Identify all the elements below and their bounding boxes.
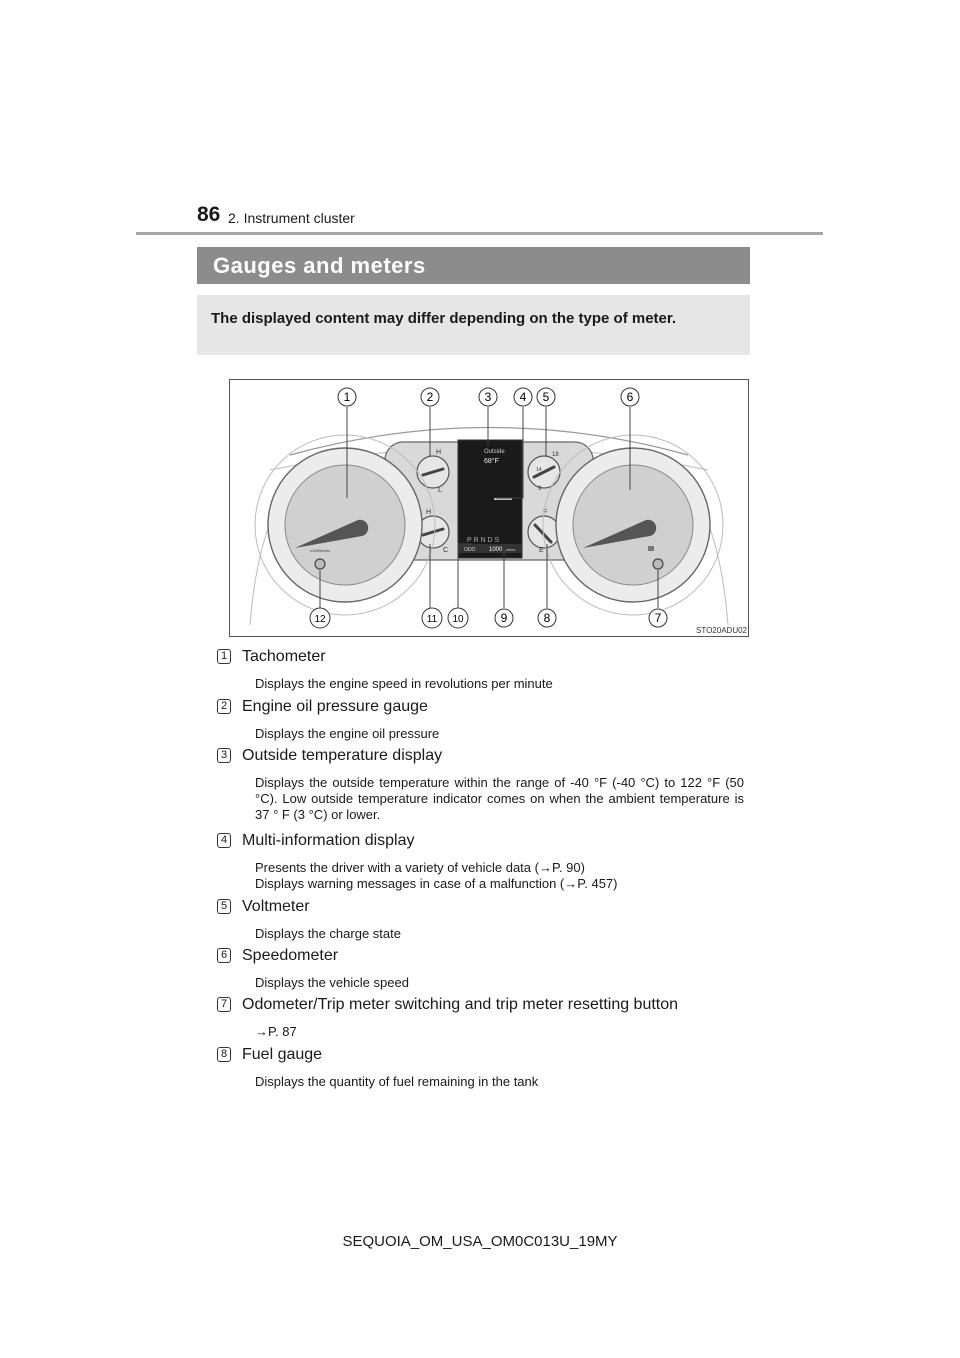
- item-description: Displays the charge state: [255, 926, 401, 941]
- item-title: Outside temperature display: [242, 747, 443, 764]
- callout-number: 6: [626, 390, 634, 404]
- coolant-cold-letter: C: [443, 547, 449, 554]
- item-title: Multi-information display: [242, 832, 415, 849]
- speedometer-knob: [653, 559, 663, 569]
- speedometer-face: [573, 465, 693, 585]
- intro-text: The displayed content may differ depending on the type of meter.: [211, 310, 677, 327]
- fuel-full-letter: F: [543, 509, 548, 516]
- item-number-badge: 8: [217, 1047, 231, 1062]
- item-number-badge: 7: [217, 997, 231, 1012]
- callout-number: 5: [542, 390, 550, 404]
- item-description: Displays the engine speed in revolutions per minute: [255, 676, 553, 691]
- callout-number: 4: [519, 390, 527, 404]
- item-description: [255, 860, 744, 892]
- odometer-trip-button: [315, 559, 325, 569]
- callout-number: 9: [500, 611, 508, 625]
- oil-high-letter: H: [436, 449, 442, 456]
- item-title: Speedometer: [242, 947, 339, 964]
- item-number-badge: 5: [217, 899, 231, 914]
- callout-number: 11: [426, 614, 438, 625]
- fuel-empty-letter: E: [539, 547, 544, 554]
- speedometer-indicator: [648, 546, 654, 551]
- tachometer-face: [285, 465, 405, 585]
- callout-number: 10: [452, 614, 464, 625]
- instrument-cluster-figure: [229, 379, 749, 637]
- item-title: Engine oil pressure gauge: [242, 698, 428, 715]
- instrument-cluster-illustration: [230, 380, 748, 636]
- callout-number: 3: [484, 390, 492, 404]
- callout-number: 2: [426, 390, 434, 404]
- odo-unit: miles: [506, 547, 516, 552]
- intro-box: [197, 295, 750, 355]
- item-title: Odometer/Trip meter switching and trip meter resetting button: [242, 996, 679, 1013]
- item-description-line: Displays warning messages in case of a malfunction (→P. 457): [255, 876, 618, 891]
- outside-label: Outside: [484, 449, 505, 455]
- odo-label: ODO: [464, 547, 476, 553]
- item-page-reference[interactable]: →P. 87: [255, 1024, 297, 1039]
- oil-low-letter: L: [438, 487, 442, 494]
- callout-number: 8: [543, 611, 551, 625]
- item-number-badge: 3: [217, 748, 231, 763]
- header-rule: [136, 232, 823, 235]
- item-number-badge: 4: [217, 833, 231, 848]
- volt-mid-mark: 14: [536, 467, 542, 473]
- volt-low-mark: 9: [538, 486, 542, 492]
- fuel-gauge: [528, 516, 560, 548]
- item-number-badge: 2: [217, 699, 231, 714]
- item-number-badge: 6: [217, 948, 231, 963]
- item-number-badge: 1: [217, 649, 231, 664]
- item-title: Fuel gauge: [242, 1046, 323, 1063]
- item-description: Displays the outside temperature within the range of -40 °F (-40 °C) to 122 °F (50 °C). Low outside temperature indicator comes on when the ambient temperature is 37 ° F (3 °C) or lower.: [255, 775, 744, 822]
- callout-number: 1: [343, 390, 351, 404]
- volt-high-mark: 18: [552, 452, 559, 458]
- section-title: 2. Instrument cluster: [228, 210, 355, 226]
- page-number: 86: [197, 203, 221, 226]
- callout-number: 7: [654, 611, 662, 625]
- tachometer-unit: x1000r/min: [310, 548, 330, 553]
- item-description: Displays the quantity of fuel remaining in the tank: [255, 1074, 539, 1089]
- item-title: Tachometer: [242, 648, 326, 665]
- shift-indicator: P R N D S: [467, 537, 500, 544]
- callout-number: 12: [314, 614, 326, 625]
- figure-code: STO20ADU02: [696, 626, 747, 635]
- heading-bar: [197, 247, 750, 284]
- page-heading: Gauges and meters: [213, 253, 426, 278]
- footer-document-code: SEQUOIA_OM_USA_OM0C013U_19MY: [342, 1233, 618, 1250]
- item-title: Voltmeter: [242, 898, 310, 915]
- odo-value: 1000: [489, 547, 503, 553]
- item-description-line: Presents the driver with a variety of vehicle data (→P. 90): [255, 860, 585, 875]
- item-description: Displays the engine oil pressure: [255, 726, 440, 741]
- outside-temp: 68°F: [484, 458, 499, 465]
- item-description: Displays the vehicle speed: [255, 975, 409, 990]
- coolant-high-letter: H: [426, 509, 432, 516]
